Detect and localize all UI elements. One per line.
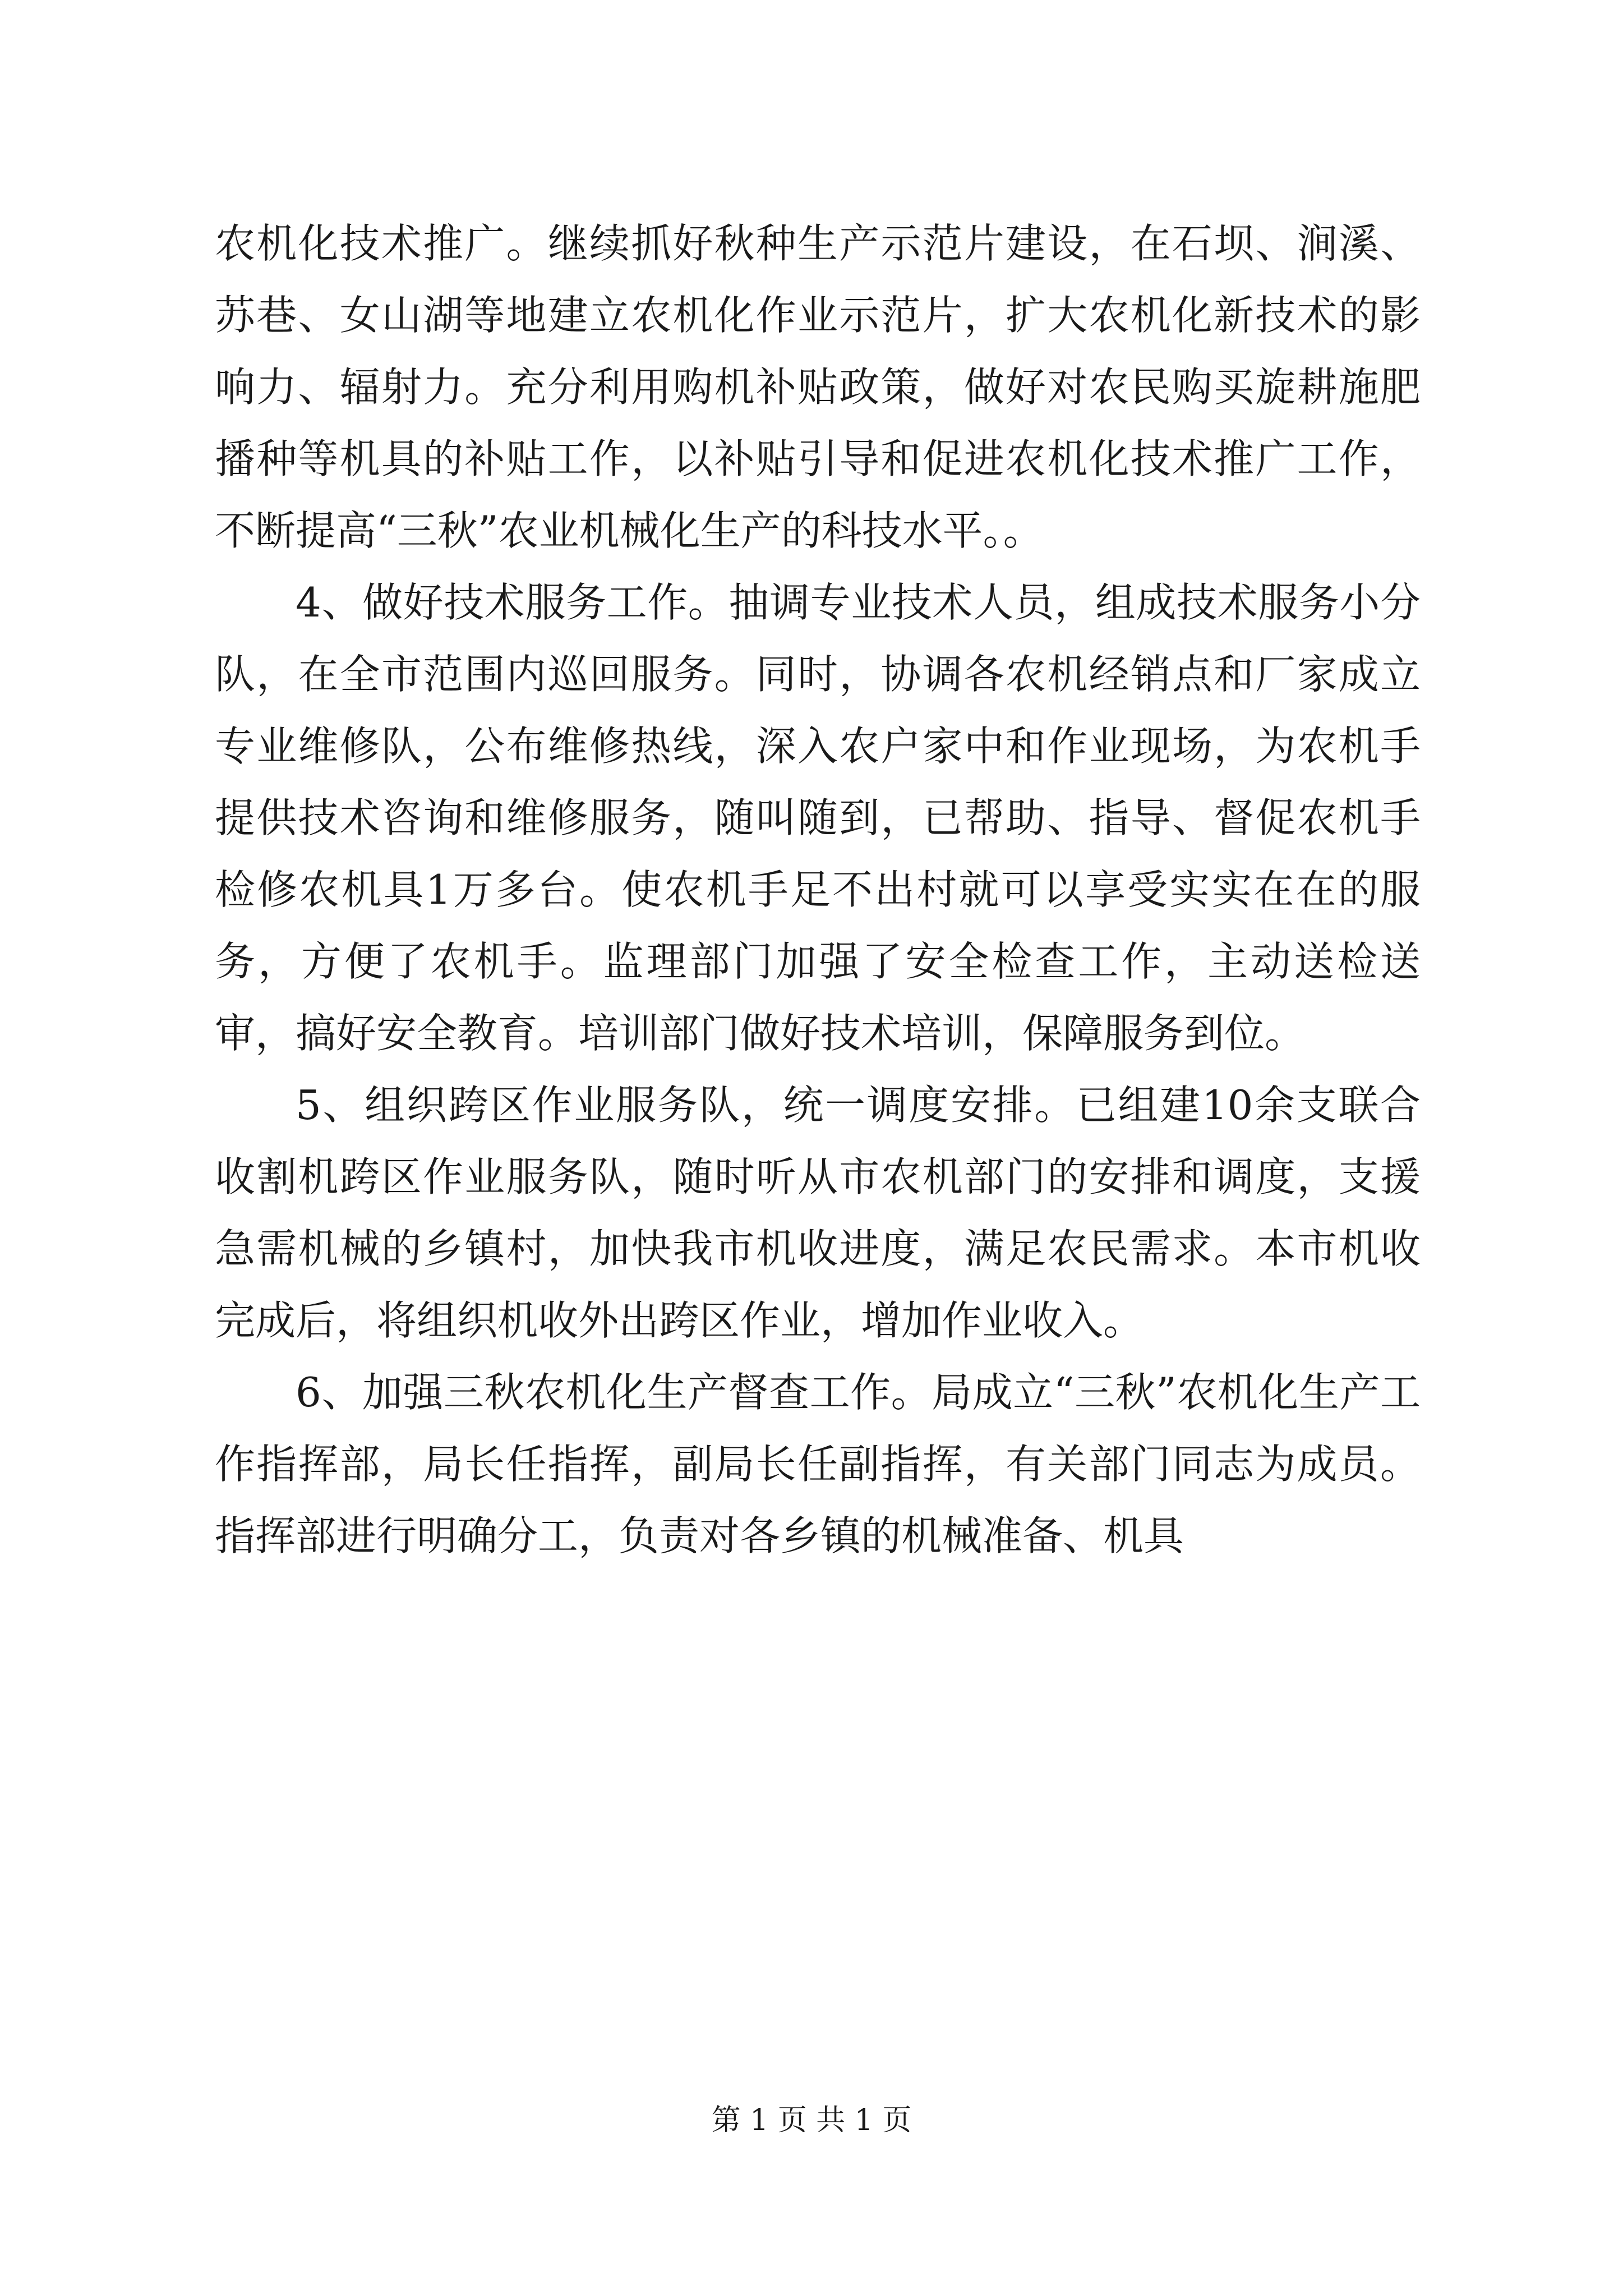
paragraph-2: 4、做好技术服务工作。抽调专业技术人员，组成技术服务小分队，在全市范围内巡回服务。同时，协调各农机经销点和厂家成立专业维修队，公布维修热线，深入农户家中和作业现场，为农机手提供技术咨询和维修服务，随叫随到，已帮助、指导、督促农机手检修农机具1万多台。使农机手足不出村就可以享受实实在在的服务，方便了农机手。监理部门加强了安全检查工作，主动送检送审，搞好安全教育。培训部门做好技术培训，保障服务到位。 xyxy=(215,579,1421,1057)
paragraph-1: 农机化技术推广。继续抓好秋种生产示范片建设，在石坝、涧溪、苏巷、女山湖等地建立农机化作业示范片，扩大农机化新技术的影响力、辐射力。充分利用购机补贴政策，做好对农民购买旋耕施肥播种等机具的补贴工作，以补贴引导和促进农机化技术推广工作，不断提高“三秋”农业机械化生产的科技水平。。 xyxy=(215,220,1421,554)
page-footer: 第 1 页 共 1 页 xyxy=(711,2104,912,2137)
paragraph-4: 6、加强三秋农机化生产督查工作。局成立“三秋”农机化生产工作指挥部，局长任指挥，副局长任副指挥，有关部门同志为成员。指挥部进行明确分工，负责对各乡镇的机械准备、机具 xyxy=(215,1369,1421,1559)
document-body xyxy=(215,208,1421,1572)
paragraph-3: 5、组织跨区作业服务队，统一调度安排。已组建10余支联合收割机跨区作业服务队，随时听从市农机部门的安排和调度，支援急需机械的乡镇村，加快我市机收进度，满足农民需求。本市机收完成后，将组织机收外出跨区作业，增加作业收入。 xyxy=(215,1082,1421,1344)
